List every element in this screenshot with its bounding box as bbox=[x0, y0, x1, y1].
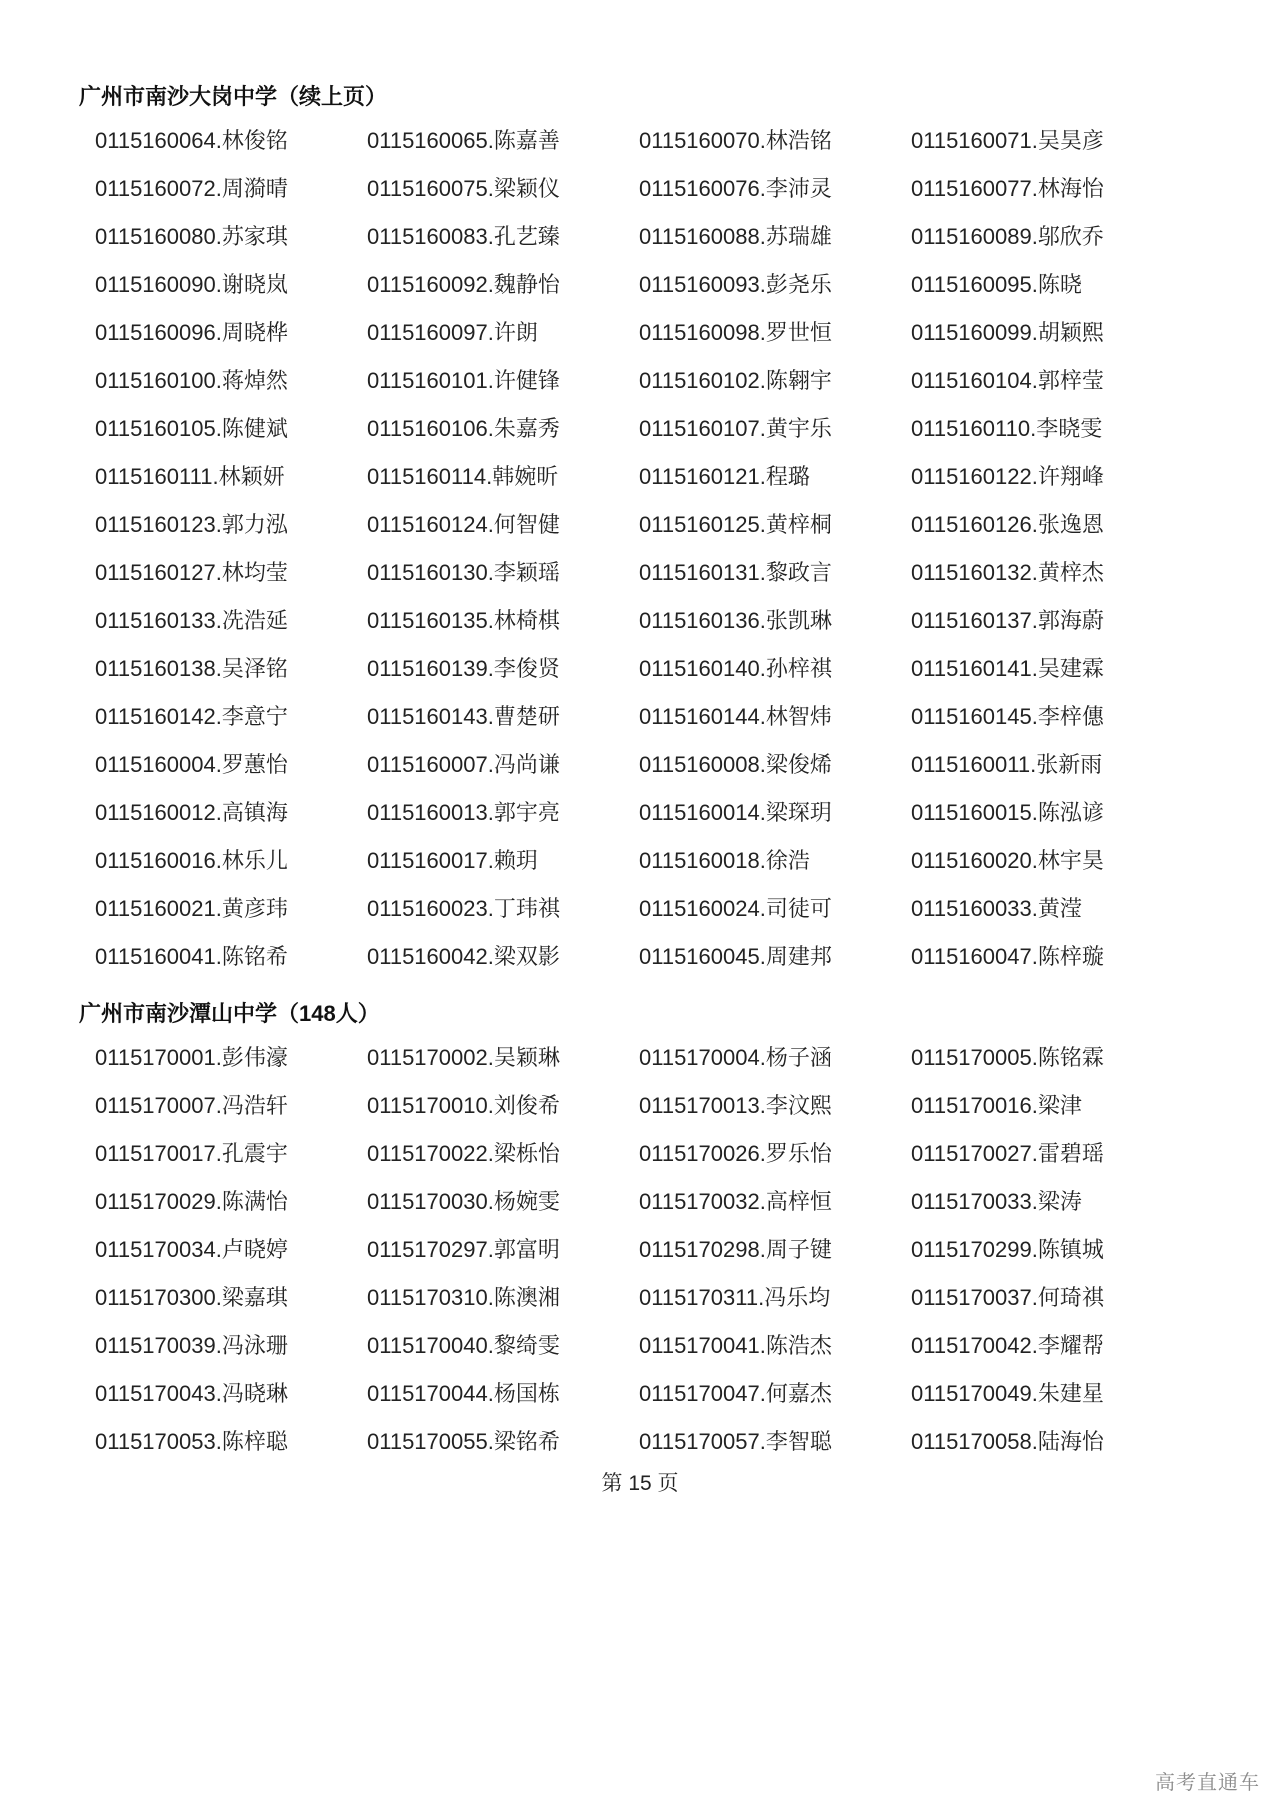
list-item: 0115160080.苏家琪 bbox=[95, 224, 288, 249]
list-item: 0115160070.林浩铭 bbox=[639, 128, 832, 153]
list-item: 0115160013.郭宇亮 bbox=[367, 800, 560, 825]
list-item: 0115160041.陈铭希 bbox=[95, 944, 288, 969]
list-item: 0115160132.黄梓杰 bbox=[911, 560, 1104, 585]
list-item: 0115170029.陈满怡 bbox=[95, 1189, 288, 1214]
list-item: 0115170049.朱建星 bbox=[911, 1381, 1104, 1406]
list-item: 0115160131.黎政言 bbox=[639, 560, 832, 585]
list-item: 0115170032.高梓恒 bbox=[639, 1189, 832, 1214]
page-number: 第 15 页 bbox=[601, 1472, 679, 1495]
list-item: 0115160140.孙梓祺 bbox=[639, 656, 832, 681]
list-item: 0115170300.梁嘉琪 bbox=[95, 1285, 288, 1310]
list-item: 0115170042.李耀帮 bbox=[911, 1333, 1104, 1358]
list-item: 0115170297.郭富明 bbox=[367, 1237, 560, 1262]
list-item: 0115160105.陈健斌 bbox=[95, 416, 288, 441]
list-item: 0115160083.孔艺臻 bbox=[367, 224, 560, 249]
list-item: 0115160142.李意宁 bbox=[95, 704, 288, 729]
list-item: 0115160088.苏瑞雄 bbox=[639, 224, 832, 249]
list-item: 0115160008.梁俊烯 bbox=[639, 752, 832, 777]
list-item: 0115170310.陈澳湘 bbox=[367, 1285, 560, 1310]
list-item: 0115160097.许朗 bbox=[367, 320, 538, 345]
list-item: 0115160099.胡颖熙 bbox=[911, 320, 1104, 345]
list-item: 0115170017.孔震宇 bbox=[95, 1141, 288, 1166]
list-item: 0115170053.陈梓聪 bbox=[95, 1429, 288, 1454]
list-item: 0115160095.陈晓 bbox=[911, 272, 1082, 297]
list-item: 0115160004.罗蕙怡 bbox=[95, 752, 288, 777]
list-item: 0115170027.雷碧瑶 bbox=[911, 1141, 1104, 1166]
list-item: 0115160017.赖玥 bbox=[367, 848, 538, 873]
list-item: 0115170034.卢晓婷 bbox=[95, 1237, 288, 1262]
list-item: 0115160015.陈泓谚 bbox=[911, 800, 1104, 825]
list-item: 0115160139.李俊贤 bbox=[367, 656, 560, 681]
list-item: 0115160024.司徒可 bbox=[639, 896, 832, 921]
list-item: 0115170040.黎绮雯 bbox=[367, 1333, 560, 1358]
list-item: 0115160138.吴泽铭 bbox=[95, 656, 288, 681]
list-item: 0115170055.梁铭希 bbox=[367, 1429, 560, 1454]
list-item: 0115160124.何智健 bbox=[367, 512, 560, 537]
list-item: 0115160122.许翔峰 bbox=[911, 464, 1104, 489]
list-item: 0115160012.高镇海 bbox=[95, 800, 288, 825]
list-item: 0115160136.张凯琳 bbox=[639, 608, 832, 633]
list-item: 0115160075.梁颖仪 bbox=[367, 176, 560, 201]
list-item: 0115160021.黄彦玮 bbox=[95, 896, 288, 921]
list-item: 0115160064.林俊铭 bbox=[95, 128, 288, 153]
list-item: 0115170016.梁津 bbox=[911, 1093, 1082, 1118]
list-item: 0115170298.周子键 bbox=[639, 1237, 832, 1262]
list-item: 0115160007.冯尚谦 bbox=[367, 752, 560, 777]
list-item: 0115170047.何嘉杰 bbox=[639, 1381, 832, 1406]
list-item: 0115160123.郭力泓 bbox=[95, 512, 288, 537]
list-item: 0115160020.林宇昊 bbox=[911, 848, 1104, 873]
list-item: 0115160121.程璐 bbox=[639, 464, 810, 489]
section-title: 广州市南沙潭山中学（148人） bbox=[79, 1001, 380, 1026]
list-item: 0115170001.彭伟濠 bbox=[95, 1045, 288, 1070]
list-item: 0115160141.吴建霖 bbox=[911, 656, 1104, 681]
list-item: 0115160126.张逸恩 bbox=[911, 512, 1104, 537]
list-item: 0115170043.冯晓琳 bbox=[95, 1381, 288, 1406]
student-list bbox=[0, 1034, 1280, 1466]
list-item: 0115160071.吴昊彦 bbox=[911, 128, 1104, 153]
list-item: 0115170013.李汶熙 bbox=[639, 1093, 832, 1118]
list-item: 0115160144.林智炜 bbox=[639, 704, 832, 729]
list-item: 0115170007.冯浩轩 bbox=[95, 1093, 288, 1118]
list-item: 0115160133.冼浩延 bbox=[95, 608, 288, 633]
list-item: 0115160137.郭海蔚 bbox=[911, 608, 1104, 633]
list-item: 0115160023.丁玮祺 bbox=[367, 896, 560, 921]
list-item: 0115170299.陈镇城 bbox=[911, 1237, 1104, 1262]
list-item: 0115160090.谢晓岚 bbox=[95, 272, 288, 297]
list-item: 0115160125.黄梓桐 bbox=[639, 512, 832, 537]
list-item: 0115170004.杨子涵 bbox=[639, 1045, 832, 1070]
list-item: 0115160011.张新雨 bbox=[911, 752, 1103, 777]
list-item: 0115170022.梁栎怡 bbox=[367, 1141, 560, 1166]
list-item: 0115160101.许健锋 bbox=[367, 368, 560, 393]
list-item: 0115160089.邬欣乔 bbox=[911, 224, 1104, 249]
list-item: 0115160127.林均莹 bbox=[95, 560, 288, 585]
list-item: 0115170002.吴颖琳 bbox=[367, 1045, 560, 1070]
list-item: 0115170033.梁涛 bbox=[911, 1189, 1082, 1214]
list-item: 0115170041.陈浩杰 bbox=[639, 1333, 832, 1358]
list-item: 0115170010.刘俊希 bbox=[367, 1093, 560, 1118]
list-item: 0115170037.何琦祺 bbox=[911, 1285, 1104, 1310]
list-item: 0115170039.冯泳珊 bbox=[95, 1333, 288, 1358]
list-item: 0115170044.杨国栋 bbox=[367, 1381, 560, 1406]
list-item: 0115160016.林乐儿 bbox=[95, 848, 288, 873]
student-list bbox=[0, 117, 1280, 981]
list-item: 0115160143.曹楚研 bbox=[367, 704, 560, 729]
list-item: 0115170311.冯乐均 bbox=[639, 1285, 831, 1310]
list-item: 0115170030.杨婉雯 bbox=[367, 1189, 560, 1214]
watermark: 高考直通车 bbox=[1155, 1772, 1260, 1794]
list-item: 0115160072.周漪晴 bbox=[95, 176, 288, 201]
list-item: 0115160047.陈梓璇 bbox=[911, 944, 1104, 969]
list-item: 0115160107.黄宇乐 bbox=[639, 416, 832, 441]
list-item: 0115160092.魏静怡 bbox=[367, 272, 560, 297]
list-item: 0115170026.罗乐怡 bbox=[639, 1141, 832, 1166]
list-item: 0115160102.陈翱宇 bbox=[639, 368, 832, 393]
list-item: 0115160106.朱嘉秀 bbox=[367, 416, 560, 441]
list-item: 0115160033.黄滢 bbox=[911, 896, 1082, 921]
list-item: 0115170005.陈铭霖 bbox=[911, 1045, 1104, 1070]
list-item: 0115160076.李沛灵 bbox=[639, 176, 832, 201]
list-item: 0115170058.陆海怡 bbox=[911, 1429, 1104, 1454]
list-item: 0115160111.林颖妍 bbox=[95, 464, 285, 489]
list-item: 0115160145.李梓僡 bbox=[911, 704, 1104, 729]
list-item: 0115160077.林海怡 bbox=[911, 176, 1104, 201]
list-item: 0115160093.彭尧乐 bbox=[639, 272, 832, 297]
section-title: 广州市南沙大岗中学（续上页） bbox=[79, 84, 388, 109]
list-item: 0115160130.李颖瑶 bbox=[367, 560, 560, 585]
list-item: 0115170057.李智聪 bbox=[639, 1429, 832, 1454]
list-item: 0115160100.蒋焯然 bbox=[95, 368, 288, 393]
list-item: 0115160104.郭梓莹 bbox=[911, 368, 1104, 393]
list-item: 0115160042.梁双影 bbox=[367, 944, 560, 969]
list-item: 0115160114.韩婉昕 bbox=[367, 464, 559, 489]
list-item: 0115160096.周晓桦 bbox=[95, 320, 288, 345]
list-item: 0115160065.陈嘉善 bbox=[367, 128, 560, 153]
list-item: 0115160045.周建邦 bbox=[639, 944, 832, 969]
list-item: 0115160098.罗世恒 bbox=[639, 320, 832, 345]
list-item: 0115160018.徐浩 bbox=[639, 848, 810, 873]
list-item: 0115160014.梁琛玥 bbox=[639, 800, 832, 825]
list-item: 0115160110.李晓雯 bbox=[911, 416, 1103, 441]
list-item: 0115160135.林椅棋 bbox=[367, 608, 560, 633]
